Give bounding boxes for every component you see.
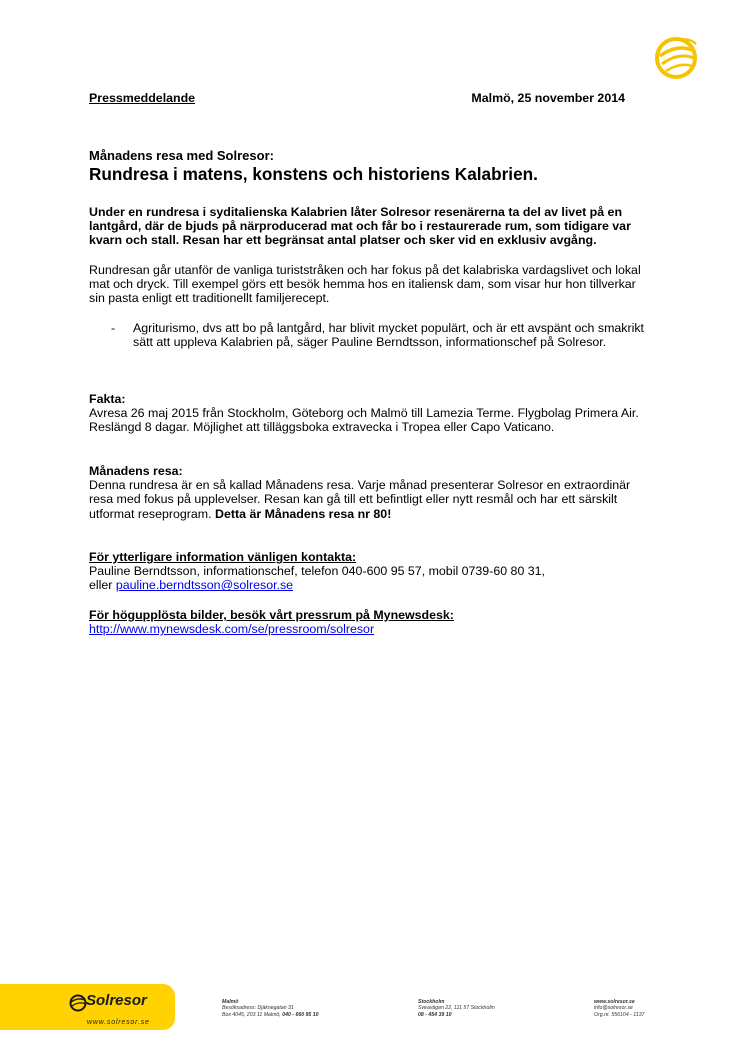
footer-malmo-box [222, 1012, 319, 1018]
bullet-dash: - [111, 321, 116, 335]
release-date: Malmö, 25 november 2014 [471, 91, 625, 105]
solresor-sun-logo-icon [650, 34, 698, 80]
footer-web [594, 999, 644, 1018]
lead-line: lantgård, där de bjuds på närproducerad mat och får bo i restaurerade rum, som tidigare var [89, 219, 631, 234]
footer-malmo-box-text: Box 4045, 203 11 Malmö, [222, 1011, 283, 1018]
monthly-line: Denna rundresa är en så kallad Månadens resa. Varje månad presenterar Solresor en extraordinär [89, 478, 631, 493]
mynewsdesk-link[interactable]: http://www.mynewsdesk.com/se/pressroom/solresor [89, 622, 375, 637]
footer-web-org: Org.nr. 556104 - 1137 [594, 1011, 645, 1018]
bullet-line: sätt att uppleva Kalabrien på, säger Pauline Berndtsson, informationschef på Solresor. [133, 335, 607, 350]
body-line: mat och dryck. Till exempel görs ett besök hemma hos en italiensk dam, som visar hur hon tillverkar [89, 277, 636, 292]
footer-malmo-address: Besöksadress: Djäknegatan 31 [222, 1005, 294, 1012]
bullet-quote [133, 321, 653, 349]
contact-email-link[interactable]: pauline.berndtsson@solresor.se [115, 578, 294, 593]
contact-section [89, 550, 649, 593]
footer-stockholm-city: Stockholm [418, 999, 445, 1005]
lead-paragraph [89, 205, 649, 248]
solresor-sun-icon [68, 993, 88, 1013]
facts-section [89, 392, 649, 435]
footer-malmo [222, 999, 319, 1018]
footer-web-email[interactable]: info@solresor.se [594, 1005, 633, 1012]
contact-email-line [89, 578, 649, 592]
contact-line: Pauline Berndtsson, informationschef, telefon 040-600 95 57, mobil 0739-60 80 31, [89, 564, 546, 579]
images-section [89, 608, 649, 636]
footer-web-site[interactable]: www.solresor.se [594, 999, 635, 1005]
footer-stockholm-address: Sveavägen 22, 111 57 Stockholm [418, 1005, 495, 1012]
monthly-line-last [89, 507, 649, 521]
lead-line: kvarn och stall. Resan har ett begränsat antal platser och sker vid en exklusiv avgång. [89, 233, 597, 248]
document-header [89, 91, 625, 105]
press-release-label: Pressmeddelande [89, 91, 196, 105]
facts-line: Reslängd 8 dagar. Möjlighet att tilläggsboka extravecka i Tropea eller Capo Vaticano. [89, 420, 555, 435]
monthly-highlight: Detta är Månadens resa nr 80! [215, 506, 392, 521]
body-paragraph [89, 263, 649, 306]
images-heading: För högupplösta bilder, besök vårt pressrum på Mynewsdesk: [89, 608, 454, 622]
body-line: sin pasta enligt ett traditionellt familjerecept. [89, 291, 330, 306]
footer-brand-url: www.solresor.se [87, 1019, 150, 1026]
footer-brand-name: Solresor [86, 992, 147, 1009]
body-line: Rundresan går utanför de vanliga turiststråken och har fokus på det kalabriska vardagslivet och lokal [89, 263, 641, 277]
lead-line: Under en rundresa i syditalienska Kalabrien låter Solresor resenärerna ta del av livet på en [89, 205, 623, 219]
footer-stockholm [418, 999, 495, 1018]
footer-stockholm-phone: 08 - 454 39 10 [418, 1011, 452, 1018]
contact-eller: eller [89, 578, 116, 593]
footer-malmo-city: Malmö [222, 999, 239, 1005]
contact-heading: För ytterligare information vänligen kontakta: [89, 550, 357, 564]
monthly-heading: Månadens resa: [89, 464, 183, 478]
facts-heading: Fakta: [89, 392, 126, 406]
bullet-line: Agriturismo, dvs att bo på lantgård, har blivit mycket populärt, och är ett avspänt och smakrikt [133, 321, 644, 335]
facts-line: Avresa 26 maj 2015 från Stockholm, Göteborg och Malmö till Lamezia Terme. Flygbolag Primera Air. [89, 406, 639, 421]
headline: Rundresa i matens, konstens och historiens Kalabrien. [89, 164, 538, 184]
footer-malmo-phone: 040 - 660 95 10 [282, 1011, 319, 1018]
monthly-line: resa med fokus på upplevelser. Resan kan gå till ett befintligt eller nytt resmål och har ett särskilt [89, 492, 618, 507]
monthly-last-text: utformat reseprogram. [89, 506, 216, 521]
monthly-trip-section [89, 464, 649, 521]
kicker: Månadens resa med Solresor: [89, 148, 274, 163]
